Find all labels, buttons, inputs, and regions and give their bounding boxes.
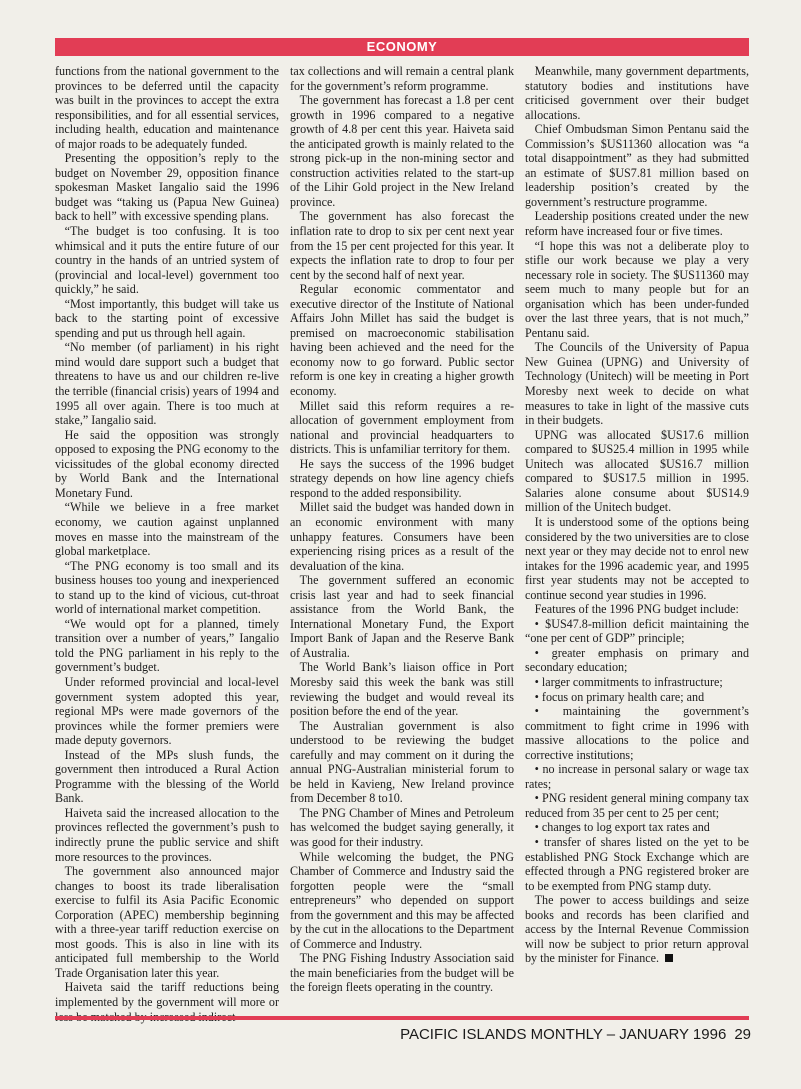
article-paragraph: The World Bank’s liaison office in Port Moresby said this week the bank was still reviewing the budget and would reveal its position before the end of the year. (290, 660, 514, 719)
article-paragraph: “I hope this was not a deliberate ploy to stifle our work because we play a very necessary role in society. The $US11360 may seem much to many people but for an organisation which has been under-funded over the last three years, that is not much,” Pentanu said. (525, 238, 749, 340)
article-paragraph: He says the success of the 1996 budget strategy depends on how line agency chiefs respond to the added responsibility. (290, 456, 514, 500)
article-paragraph: The Councils of the University of Papua New Guinea (UPNG) and University of Technology (Unitech) will be meeting in Port Moresby next week to decide on what measures to take in light of the massive cuts in their budgets. (525, 340, 749, 428)
article-paragraph: He said the opposition was strongly opposed to exposing the PNG economy to the vicissitudes of the global economy directed by World Bank and the International Monetary Fund. (55, 427, 279, 500)
article-paragraph: “While we believe in a free market economy, we caution against unplanned moves en masse into the mainstream of the global marketplace. (55, 500, 279, 559)
page-footer (400, 1026, 751, 1043)
article-paragraph: Chief Ombudsman Simon Pentanu said the Commission’s $US11360 allocation was “a total disappointment” as they had submitted an estimate of $US7.81 million based on leadership position’s created by the government’s restructure programme. (525, 122, 749, 209)
article-paragraph: “No member (of parliament) in his right mind would dare support such a budget that threatens to have us and our children re-live the terrible (financial crisis) years of 1994 and 1995 all over again. There is too much at stake,” Iangalio said. (55, 340, 279, 428)
article-paragraph: tax collections and will remain a central plank for the government’s reform programme. (290, 64, 514, 93)
article-paragraph: • greater emphasis on primary and secondary education; (525, 645, 749, 675)
article-paragraph: • transfer of shares listed on the yet to be established PNG Stock Exchange which are effected through a PNG registered broker are to be exempted from PNG stamp duty. (525, 834, 749, 893)
article-paragraph: The government also announced major changes to boost its trade liberalisation exercise to fulfil its Asia Pacific Economic Corporation (APEC) membership beginning with a three-year tariff reduction exercise on most goods. This is also in line with its anticipated full membership to the World Trade Organisation later this year. (55, 864, 279, 980)
footer-rule (55, 1016, 749, 1020)
article-column (290, 64, 514, 1014)
article-paragraph: • focus on primary health care; and (534, 689, 705, 704)
article-paragraph: • larger commitments to infrastructure; (534, 674, 723, 689)
article-paragraph: Haiveta said the increased allocation to the provinces reflected the government’s push to indirectly prune the public service and shift more resources to the provinces. (55, 805, 279, 864)
section-title: ECONOMY (366, 39, 438, 54)
section-banner (55, 38, 749, 56)
article-paragraph: Leadership positions created under the new reform have increased four or five times. (525, 209, 749, 239)
article-paragraph: • PNG resident general mining company tax reduced from 35 per cent to 25 per cent; (525, 791, 749, 820)
article-column (55, 64, 279, 1014)
article-paragraph: Millet said this reform requires a re-allocation of government employment from national and provincial headquarters to districts. This is unfamiliar territory for them. (290, 398, 514, 457)
article-paragraph: • changes to log export tax rates and (534, 820, 710, 835)
article-paragraph: The PNG Fishing Industry Association said the main beneficiaries from the budget will be the foreign fleets operating in the country. (290, 951, 514, 995)
article-paragraph: The Australian government is also understood to be reviewing the budget carefully and may comment on it during the annual PNG-Australian ministerial forum to be held in Kavieng, New Ireland province from December 8 to10. (290, 718, 514, 806)
article-paragraph: The government suffered an economic crisis last year and had to seek financial assistance from the World Bank, the International Monetary Fund, the Export Import Bank of Japan and the Reserve Bank of Australia. (290, 573, 514, 660)
article-paragraph: Haiveta said the tariff reductions being implemented by the government will more or (55, 980, 279, 1009)
article-paragraph: Regular economic commentator and executive director of the Institute of National Affairs John Millet has said the budget is premised on macroeconomic stabilisation having been achieved and the need for the economy now to go forward. Public sector reform is one key in creating a higher growth economy. (290, 282, 514, 399)
article-paragraph: • no increase in personal salary or wage tax rates; (525, 762, 749, 791)
page-number: 29 (734, 1026, 751, 1043)
article-paragraph: Instead of the MPs slush funds, the government then introduced a Rural Action Programme with the blessing of the World Bank. (55, 747, 279, 806)
article-paragraph: Features of the 1996 PNG budget include: (534, 602, 739, 617)
article-paragraph: UPNG was allocated $US17.6 million compared to $US25.4 million in 1995 while Unitech was allocated $US16.7 million compared to $US17.5 million in 1995. Salaries alone consume about $US14.9 million of the Unitech budget. (525, 427, 749, 515)
article-paragraph: While welcoming the budget, the PNG Chamber of Commerce and Industry said the forgotten people were the “small entrepreneurs” who depended on support from the government and this may be affected by the cut in the allocations to the Department of Commerce and Industry. (290, 849, 514, 951)
article-paragraph: It is understood some of the options being considered by the two universities are to close next year or they may decide not to enrol new intakes for the 1996 academic year, and 1995 first year students may not be accepted to continue second year studies in 1996. (525, 514, 749, 602)
article-paragraph: Meanwhile, many government departments, statutory bodies and institutions have criticised government over their budget allocations. (525, 64, 749, 122)
article-paragraph: Presenting the opposition’s reply to the budget on November 29, opposition finance spokesman Masket Iangalio said the 1996 budget was “taking us (Papua New Guinea) back to hell” with excessive spending plans. (55, 151, 279, 224)
end-of-article-mark (665, 954, 673, 962)
article-paragraph: functions from the national government to the provinces to be deferred until the capacity was built in the provinces to accept the extra responsibilities, and for all essential services, including health, education and maintenance of major roads to be adequately funded. (55, 64, 279, 151)
article-column (525, 64, 749, 1014)
publication-line: PACIFIC ISLANDS MONTHLY – JANUARY 1996 (400, 1026, 727, 1043)
article-paragraph: • $US47.8-million deficit maintaining the “one per cent of GDP” principle; (525, 616, 749, 646)
article-paragraph: The government has also forecast the inflation rate to drop to six per cent next year from the 15 per cent projected for this year. It expects the inflation rate to drop to four per cent by the second half of next year. (290, 209, 514, 282)
article-paragraph: Under reformed provincial and local-level government system adopted this year, regional MPs were made governors of the provinces while the former premiers were made deputy governors. (55, 674, 279, 748)
article-paragraph: “We would opt for a planned, timely transition over a number of years,” Iangalio told the PNG parliament in his reply to the government’s budget. (55, 616, 279, 675)
article-paragraph: The PNG Chamber of Mines and Petroleum has welcomed the budget saying generally, it was good for their industry. (290, 805, 514, 849)
article-paragraph: Millet said the budget was handed down in an economic environment with many unhappy features. Consumers have been experiencing rising prices as a result of the devaluation of the kina. (290, 500, 514, 573)
article-paragraph: “The budget is too confusing. It is too whimsical and it puts the entire future of our country in the hands of an untried system of (provincial and local-level) government too quickly,” he said. (55, 224, 279, 297)
article-paragraph: “Most importantly, this budget will take us back to the starting point of excessive spending and put us through hell again. (55, 296, 279, 340)
article-body (55, 64, 749, 1014)
article-paragraph: The power to access buildings and seize books and records has been clarified and access by the Internal Revenue Commission will now be subject to prior return approval by the minister for Finance. (525, 893, 749, 966)
article-paragraph: “The PNG economy is too small and its business houses too young and inexperienced to stand up to the kind of vicious, cut-throat world of international market competition. (55, 558, 279, 617)
article-paragraph: The government has forecast a 1.8 per cent growth in 1996 compared to a negative growth of 4.8 per cent this year. Haiveta said the anticipated growth is mainly related to the strong pick-up in the non-mining sector and construction activities related to the start-up of the Lihir Gold project in the New Ireland province. (290, 93, 514, 209)
article-paragraph: • maintaining the government’s commitment to fight crime in 1996 with massive allocations to the police and corrective institutions; (525, 704, 749, 762)
